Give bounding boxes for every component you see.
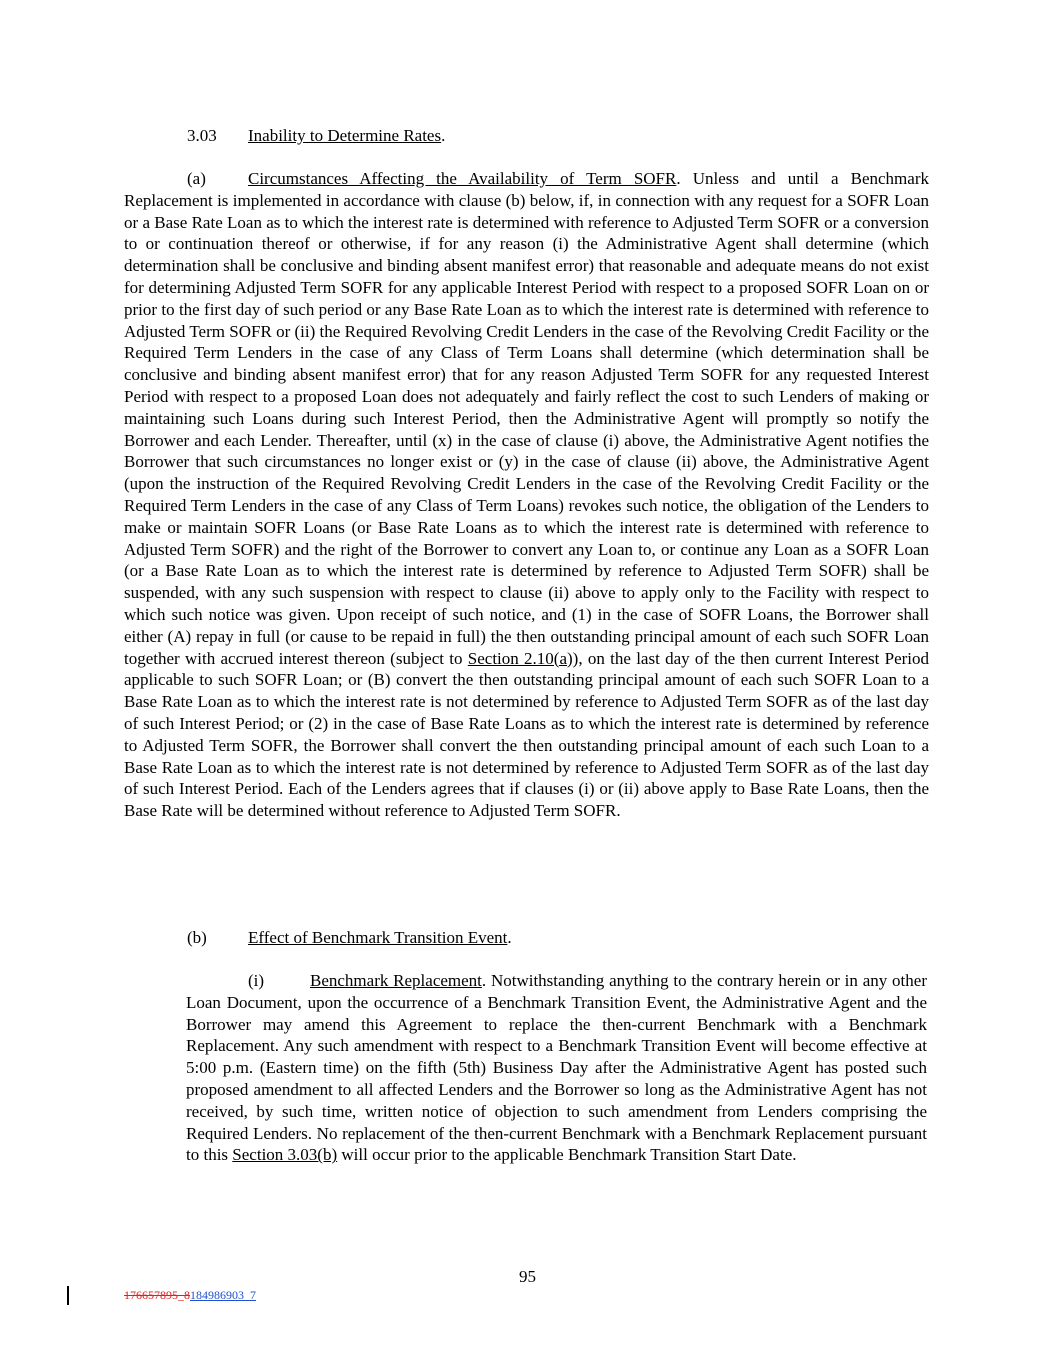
section-title: Inability to Determine Rates xyxy=(248,126,442,145)
paragraph-a-heading: Circumstances Affecting the Availability of Term SOFR xyxy=(248,169,677,188)
paragraph-b-i-label: (i) xyxy=(248,971,265,990)
paragraph-b-i-text-2: will occur prior to the applicable Benchmark Transition Start Date. xyxy=(337,1145,797,1165)
paragraph-b-heading: Effect of Benchmark Transition Event xyxy=(248,928,508,947)
revision-change-bar xyxy=(67,1286,69,1305)
section-heading xyxy=(187,125,445,147)
paragraph-a-text-2: ), on the last day of the then current Interest Period applicable to such SOFR Loan; or (B) convert the then outstanding principal amount of each such SOFR Loan to a Base Rate Loan as to which the interest rate is not determined by reference to Adjusted Term SOFR as of the last day of such Interest Period; or (2) in the case of Base Rate Loans as to which the interest rate is determined by reference to Adjusted Term SOFR, the Borrower shall convert the then outstanding principal amount of each such Loan to a Base Rate Loan as to which the interest rate is not determined by reference to Adjusted Term SOFR as of the last day of such Interest Period. Each of the Lenders agrees that if clauses (i) or (ii) above apply to Base Rate Loans, then the Base Rate will be determined without reference to Adjusted Term SOFR. xyxy=(124,648,929,821)
paragraph-b-i-text-1: . Notwithstanding anything to the contrary herein or in any other Loan Document, upon the occurrence of a Benchmark Transition Event, the Administrative Agent and the Borrower may amend this Agreement to replace the then-current Benchmark with a Benchmark Replacement. Any such amendment with respect to a Benchmark Transition Event will become effective at 5:00 p.m. (Eastern time) on the fifth (5th) Business Day after the Administrative Agent has posted such proposed amendment to all affected Lenders and the Borrower so long as the Administrative Agent has not received, by such time, written notice of objection to such amendment from Lenders comprising the Required Lenders. No replacement of the then-current Benchmark with a Benchmark Replacement pursuant to this xyxy=(186,971,927,1165)
section-number: 3.03 xyxy=(187,126,217,145)
paragraph-b-i-heading: Benchmark Replacement xyxy=(310,971,482,990)
paragraph-b-label: (b) xyxy=(187,928,207,947)
section-3-03b-reference: Section 3.03(b) xyxy=(232,1145,338,1165)
paragraph-b-i xyxy=(186,970,927,1166)
paragraph-b-heading-line xyxy=(187,927,512,949)
paragraph-a xyxy=(124,168,929,822)
section-title-suffix: . xyxy=(441,126,446,145)
document-id-inserted: 184986903_7 xyxy=(190,1288,256,1302)
section-2-10a-reference: Section 2.10(a) xyxy=(467,648,573,668)
document-id-deleted: 176657895_8 xyxy=(124,1288,190,1302)
page-number: 95 xyxy=(519,1267,536,1286)
paragraph-a-text-1: . Unless and until a Benchmark Replacement is implemented in accordance with clause (b) below, if, in connection with any request for a SOFR Loan or a Base Rate Loan as to which the interest rate is determined with reference to Adjusted Term SOFR or a conversion to or continuation thereof or otherwise, if for any reason (i) the Administrative Agent shall determine (which determination shall be conclusive and binding absent manifest error) that reasonable and adequate means do not exist for determining Adjusted Term SOFR for any applicable Interest Period with respect to a proposed SOFR Loan on or prior to the first day of such period or any Base Rate Loan as to which the interest rate is determined with reference to Adjusted Term SOFR or (ii) the Required Revolving Credit Lenders in the case of the Revolving Credit Facility or the Required Term Lenders in the case of any Class of Term Loans shall determine (which determination shall be conclusive and binding absent manifest error) that for any reason Adjusted Term SOFR for any requested Interest Period with respect to a proposed Loan does not adequately and fairly reflect the cost to such Lenders of making or maintaining such Loans during such Interest Period, then the Administrative Agent will promptly so notify the Borrower and each Lender. Thereafter, until (x) in the case of clause (i) above, the Administrative Agent notifies the Borrower that such circumstances no longer exist or (y) in the case of clause (ii) above, the Administrative Agent (upon the instruction of the Required Revolving Credit Lenders in the case of the Revolving Credit Facility or the Required Term Lenders in the case of any Class of Term Loans) revokes such notice, the obligation of the Lenders to make or maintain SOFR Loans (or Base Rate Loans as to which the interest rate is determined with reference to Adjusted Term SOFR) and the right of the Borrower to convert any Loan to, or continue any Loan as a SOFR Loan (or a Base Rate Loan as to which the interest rate is determined by reference to Adjusted Term SOFR) shall be suspended, with any such suspension with respect to clause (ii) above to apply only to the Facility with respect to which such notice was given. Upon receipt of such notice, and (1) in the case of SOFR Loans, the Borrower shall either (A) repay in full (or cause to be repaid in full) the then outstanding principal amount of each such SOFR Loan together with accrued interest thereon (subject to xyxy=(124,169,929,668)
document-id xyxy=(124,1288,256,1302)
paragraph-b-heading-suffix: . xyxy=(507,928,512,947)
paragraph-a-label: (a) xyxy=(187,169,206,188)
